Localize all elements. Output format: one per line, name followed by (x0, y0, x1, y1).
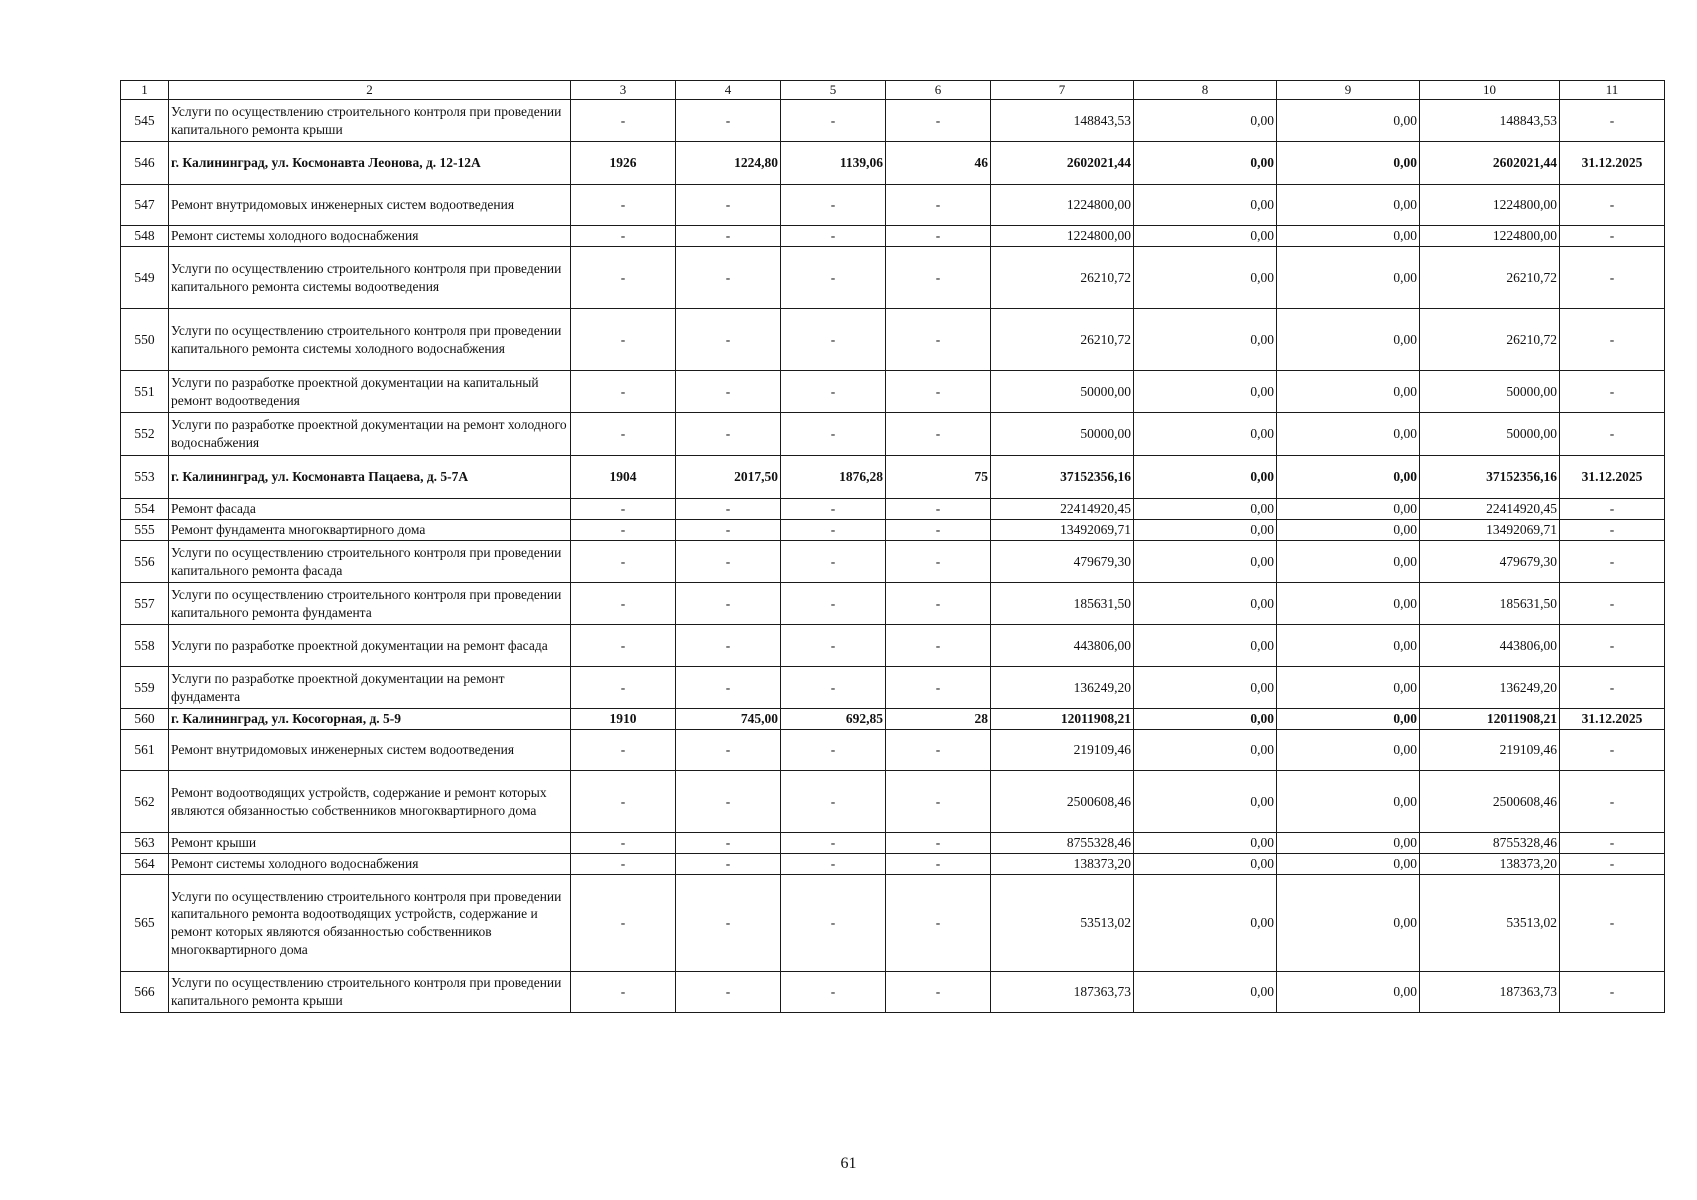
cell-col-3: - (571, 972, 676, 1013)
work-item-name: Услуги по осуществлению строительного контроля при проведении капитального ремонта фасада (169, 541, 571, 583)
cell-col-7: 13492069,71 (991, 520, 1134, 541)
cell-col-6: - (886, 833, 991, 854)
cell-col-10: 26210,72 (1420, 247, 1560, 309)
row-number: 554 (121, 499, 169, 520)
cell-col-6: - (886, 583, 991, 625)
row-number: 549 (121, 247, 169, 309)
cell-col-6: - (886, 499, 991, 520)
address-row (121, 709, 1665, 730)
cell-col-4: - (676, 667, 781, 709)
cell-col-7: 148843,53 (991, 100, 1134, 142)
work-item-name: Услуги по осуществлению строительного контроля при проведении капитального ремонта системы водоотведения (169, 247, 571, 309)
cell-col-8: 0,00 (1134, 185, 1277, 226)
cell-col-6: - (886, 541, 991, 583)
cell-col-9: 0,00 (1277, 520, 1420, 541)
cell-col-4: - (676, 413, 781, 456)
cell-col-5: - (781, 972, 886, 1013)
work-item-name: Услуги по разработке проектной документации на ремонт холодного водоснабжения (169, 413, 571, 456)
work-item-row (121, 833, 1665, 854)
cell-col-3: - (571, 520, 676, 541)
cell-col-11: - (1560, 309, 1665, 371)
column-number-4: 4 (676, 81, 781, 100)
cell-col-6: - (886, 625, 991, 667)
cell-col-7: 22414920,45 (991, 499, 1134, 520)
work-item-name: Ремонт системы холодного водоснабжения (169, 854, 571, 875)
cell-col-3: - (571, 771, 676, 833)
cell-col-6: - (886, 309, 991, 371)
work-item-row (121, 583, 1665, 625)
cell-col-10: 187363,73 (1420, 972, 1560, 1013)
cell-col-11: - (1560, 833, 1665, 854)
cell-col-6: - (886, 371, 991, 413)
cell-col-8: 0,00 (1134, 583, 1277, 625)
cell-col-10: 138373,20 (1420, 854, 1560, 875)
cell-col-10: 12011908,21 (1420, 709, 1560, 730)
cell-col-10: 13492069,71 (1420, 520, 1560, 541)
cell-col-9: 0,00 (1277, 371, 1420, 413)
cell-col-10: 219109,46 (1420, 730, 1560, 771)
work-item-name: Ремонт внутридомовых инженерных систем водоотведения (169, 185, 571, 226)
cell-col-5: - (781, 625, 886, 667)
cell-col-9: 0,00 (1277, 100, 1420, 142)
row-number: 555 (121, 520, 169, 541)
cell-col-8: 0,00 (1134, 972, 1277, 1013)
cell-col-3: - (571, 730, 676, 771)
work-item-row (121, 667, 1665, 709)
cell-col-4: - (676, 583, 781, 625)
row-number: 556 (121, 541, 169, 583)
table-body (121, 81, 1665, 1013)
work-item-row (121, 541, 1665, 583)
cell-col-7: 1224800,00 (991, 226, 1134, 247)
cell-col-3: - (571, 583, 676, 625)
cell-col-11: - (1560, 185, 1665, 226)
cell-col-5: - (781, 226, 886, 247)
cell-col-9: 0,00 (1277, 730, 1420, 771)
cell-col-8: 0,00 (1134, 667, 1277, 709)
cell-col-9: 0,00 (1277, 309, 1420, 371)
row-number: 564 (121, 854, 169, 875)
column-number-7: 7 (991, 81, 1134, 100)
work-item-row (121, 185, 1665, 226)
cell-col-8: 0,00 (1134, 247, 1277, 309)
cell-col-9: 0,00 (1277, 499, 1420, 520)
cell-col-3: 1910 (571, 709, 676, 730)
cell-col-9: 0,00 (1277, 185, 1420, 226)
work-item-row (121, 854, 1665, 875)
cell-col-4: 2017,50 (676, 456, 781, 499)
cell-col-3: - (571, 667, 676, 709)
column-number-6: 6 (886, 81, 991, 100)
cell-col-6: - (886, 972, 991, 1013)
cell-col-6: - (886, 247, 991, 309)
cell-col-8: 0,00 (1134, 499, 1277, 520)
repair-program-table (120, 80, 1665, 1013)
work-item-name: Ремонт системы холодного водоснабжения (169, 226, 571, 247)
cell-col-10: 22414920,45 (1420, 499, 1560, 520)
page-number: 61 (840, 1155, 857, 1172)
cell-col-8: 0,00 (1134, 309, 1277, 371)
cell-col-8: 0,00 (1134, 142, 1277, 185)
cell-col-3: - (571, 625, 676, 667)
work-item-name: Услуги по разработке проектной документации на ремонт фасада (169, 625, 571, 667)
cell-col-9: 0,00 (1277, 833, 1420, 854)
cell-col-3: - (571, 854, 676, 875)
cell-col-11: - (1560, 520, 1665, 541)
cell-col-9: 0,00 (1277, 854, 1420, 875)
cell-col-4: - (676, 625, 781, 667)
cell-col-10: 443806,00 (1420, 625, 1560, 667)
cell-col-3: - (571, 875, 676, 972)
work-item-name: Ремонт фасада (169, 499, 571, 520)
cell-col-4: - (676, 730, 781, 771)
cell-col-7: 50000,00 (991, 413, 1134, 456)
cell-col-9: 0,00 (1277, 667, 1420, 709)
cell-col-9: 0,00 (1277, 226, 1420, 247)
column-number-8: 8 (1134, 81, 1277, 100)
work-item-row (121, 730, 1665, 771)
work-item-name: Услуги по осуществлению строительного контроля при проведении капитального ремонта крыши (169, 100, 571, 142)
cell-col-10: 136249,20 (1420, 667, 1560, 709)
cell-col-6: - (886, 520, 991, 541)
column-number-9: 9 (1277, 81, 1420, 100)
cell-col-3: - (571, 185, 676, 226)
cell-col-3: - (571, 247, 676, 309)
cell-col-5: - (781, 583, 886, 625)
cell-col-7: 53513,02 (991, 875, 1134, 972)
cell-col-4: - (676, 541, 781, 583)
cell-col-6: - (886, 226, 991, 247)
cell-col-5: 1876,28 (781, 456, 886, 499)
cell-col-4: - (676, 247, 781, 309)
cell-col-9: 0,00 (1277, 142, 1420, 185)
cell-col-9: 0,00 (1277, 413, 1420, 456)
cell-col-5: - (781, 667, 886, 709)
cell-col-8: 0,00 (1134, 226, 1277, 247)
cell-col-7: 12011908,21 (991, 709, 1134, 730)
cell-col-5: - (781, 771, 886, 833)
cell-col-5: - (781, 520, 886, 541)
cell-col-10: 479679,30 (1420, 541, 1560, 583)
cell-col-4: - (676, 226, 781, 247)
cell-col-6: - (886, 730, 991, 771)
column-number-10: 10 (1420, 81, 1560, 100)
cell-col-11: 31.12.2025 (1560, 709, 1665, 730)
cell-col-6: - (886, 667, 991, 709)
cell-col-6: - (886, 854, 991, 875)
cell-col-9: 0,00 (1277, 771, 1420, 833)
cell-col-10: 37152356,16 (1420, 456, 1560, 499)
work-item-name: Услуги по разработке проектной документации на ремонт фундамента (169, 667, 571, 709)
work-item-row (121, 520, 1665, 541)
cell-col-8: 0,00 (1134, 371, 1277, 413)
cell-col-11: - (1560, 226, 1665, 247)
work-item-row (121, 309, 1665, 371)
column-number-1: 1 (121, 81, 169, 100)
work-item-row (121, 625, 1665, 667)
row-number: 550 (121, 309, 169, 371)
cell-col-5: - (781, 730, 886, 771)
work-item-row (121, 771, 1665, 833)
cell-col-8: 0,00 (1134, 456, 1277, 499)
cell-col-8: 0,00 (1134, 541, 1277, 583)
cell-col-4: - (676, 972, 781, 1013)
cell-col-11: - (1560, 667, 1665, 709)
cell-col-3: - (571, 833, 676, 854)
row-number: 547 (121, 185, 169, 226)
row-number: 561 (121, 730, 169, 771)
cell-col-3: - (571, 309, 676, 371)
row-number: 562 (121, 771, 169, 833)
cell-col-11: 31.12.2025 (1560, 456, 1665, 499)
column-number-11: 11 (1560, 81, 1665, 100)
row-number: 553 (121, 456, 169, 499)
cell-col-10: 2602021,44 (1420, 142, 1560, 185)
work-item-row (121, 247, 1665, 309)
cell-col-4: - (676, 875, 781, 972)
column-number-2: 2 (169, 81, 571, 100)
cell-col-7: 37152356,16 (991, 456, 1134, 499)
cell-col-3: - (571, 413, 676, 456)
work-item-name: Ремонт фундамента многоквартирного дома (169, 520, 571, 541)
cell-col-5: - (781, 854, 886, 875)
cell-col-10: 8755328,46 (1420, 833, 1560, 854)
cell-col-8: 0,00 (1134, 413, 1277, 456)
cell-col-7: 187363,73 (991, 972, 1134, 1013)
cell-col-10: 2500608,46 (1420, 771, 1560, 833)
row-number: 548 (121, 226, 169, 247)
column-number-3: 3 (571, 81, 676, 100)
row-number: 560 (121, 709, 169, 730)
work-item-name: Ремонт крыши (169, 833, 571, 854)
cell-col-9: 0,00 (1277, 875, 1420, 972)
work-item-row (121, 499, 1665, 520)
cell-col-7: 8755328,46 (991, 833, 1134, 854)
work-item-name: Ремонт водоотводящих устройств, содержание и ремонт которых являются обязанностью собственников многоквартирного дома (169, 771, 571, 833)
cell-col-5: - (781, 833, 886, 854)
cell-col-9: 0,00 (1277, 456, 1420, 499)
cell-col-6: 75 (886, 456, 991, 499)
cell-col-3: 1904 (571, 456, 676, 499)
column-number-row (121, 81, 1665, 100)
cell-col-7: 219109,46 (991, 730, 1134, 771)
work-item-row (121, 371, 1665, 413)
work-item-name: Услуги по осуществлению строительного контроля при проведении капитального ремонта водоотводящих устройств, содержание и ремонт которых являются обязанностью собственников многоквартирного дома (169, 875, 571, 972)
row-number: 565 (121, 875, 169, 972)
cell-col-8: 0,00 (1134, 100, 1277, 142)
cell-col-10: 185631,50 (1420, 583, 1560, 625)
work-item-row (121, 875, 1665, 972)
cell-col-5: - (781, 247, 886, 309)
cell-col-10: 148843,53 (1420, 100, 1560, 142)
work-item-name: Услуги по осуществлению строительного контроля при проведении капитального ремонта системы холодного водоснабжения (169, 309, 571, 371)
cell-col-9: 0,00 (1277, 541, 1420, 583)
work-item-row (121, 100, 1665, 142)
row-number: 566 (121, 972, 169, 1013)
cell-col-9: 0,00 (1277, 972, 1420, 1013)
cell-col-11: - (1560, 583, 1665, 625)
cell-col-4: - (676, 833, 781, 854)
cell-col-5: - (781, 499, 886, 520)
cell-col-4: - (676, 499, 781, 520)
cell-col-3: - (571, 371, 676, 413)
cell-col-6: 28 (886, 709, 991, 730)
cell-col-3: 1926 (571, 142, 676, 185)
cell-col-4: 745,00 (676, 709, 781, 730)
cell-col-5: - (781, 541, 886, 583)
cell-col-7: 2500608,46 (991, 771, 1134, 833)
row-number: 558 (121, 625, 169, 667)
cell-col-5: - (781, 875, 886, 972)
cell-col-10: 1224800,00 (1420, 185, 1560, 226)
cell-col-8: 0,00 (1134, 854, 1277, 875)
cell-col-7: 50000,00 (991, 371, 1134, 413)
address-name: г. Калининград, ул. Космонавта Леонова, д. 12-12А (169, 142, 571, 185)
cell-col-4: - (676, 771, 781, 833)
cell-col-5: - (781, 371, 886, 413)
cell-col-11: - (1560, 499, 1665, 520)
cell-col-10: 1224800,00 (1420, 226, 1560, 247)
cell-col-8: 0,00 (1134, 709, 1277, 730)
cell-col-6: - (886, 100, 991, 142)
cell-col-11: - (1560, 371, 1665, 413)
cell-col-10: 26210,72 (1420, 309, 1560, 371)
row-number: 551 (121, 371, 169, 413)
cell-col-9: 0,00 (1277, 709, 1420, 730)
cell-col-6: - (886, 771, 991, 833)
cell-col-11: - (1560, 730, 1665, 771)
cell-col-4: - (676, 854, 781, 875)
address-row (121, 142, 1665, 185)
cell-col-10: 50000,00 (1420, 371, 1560, 413)
cell-col-10: 53513,02 (1420, 875, 1560, 972)
cell-col-5: - (781, 185, 886, 226)
address-name: г. Калининград, ул. Косогорная, д. 5-9 (169, 709, 571, 730)
cell-col-7: 138373,20 (991, 854, 1134, 875)
column-number-5: 5 (781, 81, 886, 100)
cell-col-11: 31.12.2025 (1560, 142, 1665, 185)
cell-col-4: - (676, 185, 781, 226)
cell-col-9: 0,00 (1277, 583, 1420, 625)
cell-col-8: 0,00 (1134, 625, 1277, 667)
row-number: 559 (121, 667, 169, 709)
cell-col-4: - (676, 309, 781, 371)
row-number: 563 (121, 833, 169, 854)
cell-col-7: 2602021,44 (991, 142, 1134, 185)
cell-col-11: - (1560, 972, 1665, 1013)
cell-col-6: - (886, 185, 991, 226)
cell-col-10: 50000,00 (1420, 413, 1560, 456)
work-item-name: Услуги по осуществлению строительного контроля при проведении капитального ремонта фундамента (169, 583, 571, 625)
row-number: 552 (121, 413, 169, 456)
cell-col-5: - (781, 413, 886, 456)
cell-col-11: - (1560, 541, 1665, 583)
work-item-name: Услуги по разработке проектной документации на капитальный ремонт водоотведения (169, 371, 571, 413)
cell-col-11: - (1560, 625, 1665, 667)
cell-col-7: 1224800,00 (991, 185, 1134, 226)
cell-col-4: - (676, 100, 781, 142)
cell-col-11: - (1560, 413, 1665, 456)
cell-col-11: - (1560, 247, 1665, 309)
cell-col-3: - (571, 499, 676, 520)
work-item-row (121, 972, 1665, 1013)
cell-col-8: 0,00 (1134, 771, 1277, 833)
cell-col-9: 0,00 (1277, 247, 1420, 309)
cell-col-6: - (886, 413, 991, 456)
cell-col-8: 0,00 (1134, 875, 1277, 972)
cell-col-11: - (1560, 854, 1665, 875)
cell-col-3: - (571, 100, 676, 142)
row-number: 557 (121, 583, 169, 625)
cell-col-11: - (1560, 100, 1665, 142)
cell-col-5: 692,85 (781, 709, 886, 730)
work-item-row (121, 226, 1665, 247)
row-number: 546 (121, 142, 169, 185)
cell-col-7: 443806,00 (991, 625, 1134, 667)
cell-col-11: - (1560, 771, 1665, 833)
cell-col-9: 0,00 (1277, 625, 1420, 667)
address-row (121, 456, 1665, 499)
cell-col-7: 479679,30 (991, 541, 1134, 583)
work-item-row (121, 413, 1665, 456)
work-item-name: Ремонт внутридомовых инженерных систем водоотведения (169, 730, 571, 771)
cell-col-6: 46 (886, 142, 991, 185)
cell-col-5: - (781, 100, 886, 142)
cell-col-7: 185631,50 (991, 583, 1134, 625)
cell-col-7: 26210,72 (991, 309, 1134, 371)
cell-col-3: - (571, 226, 676, 247)
cell-col-8: 0,00 (1134, 520, 1277, 541)
work-item-name: Услуги по осуществлению строительного контроля при проведении капитального ремонта крыши (169, 972, 571, 1013)
address-name: г. Калининград, ул. Космонавта Пацаева, д. 5-7А (169, 456, 571, 499)
cell-col-5: 1139,06 (781, 142, 886, 185)
cell-col-7: 26210,72 (991, 247, 1134, 309)
cell-col-5: - (781, 309, 886, 371)
cell-col-4: - (676, 520, 781, 541)
cell-col-8: 0,00 (1134, 833, 1277, 854)
cell-col-8: 0,00 (1134, 730, 1277, 771)
cell-col-7: 136249,20 (991, 667, 1134, 709)
row-number: 545 (121, 100, 169, 142)
cell-col-4: - (676, 371, 781, 413)
cell-col-4: 1224,80 (676, 142, 781, 185)
cell-col-3: - (571, 541, 676, 583)
cell-col-11: - (1560, 875, 1665, 972)
cell-col-6: - (886, 875, 991, 972)
